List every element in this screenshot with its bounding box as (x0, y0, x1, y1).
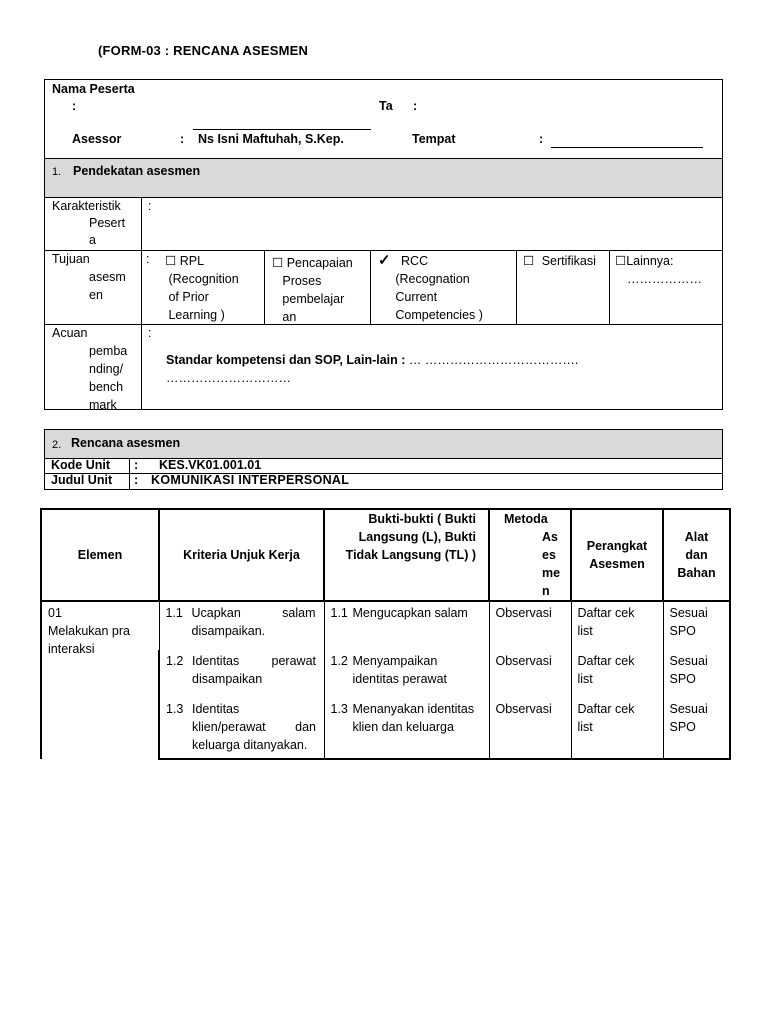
judul-unit-value: KOMUNIKASI INTERPERSONAL (151, 473, 350, 487)
section1-number: 1. (52, 166, 62, 178)
header-metoda-asesmen (489, 509, 571, 601)
ta-colon: : (413, 99, 418, 113)
kuk-cell (159, 601, 324, 650)
option-lainnya-dots: ……………… (627, 272, 702, 286)
option-rpl-label: RPL (Recognition of Prior Learning ) (165, 254, 239, 322)
judul-unit-label: Judul Unit (51, 473, 113, 487)
perangkat-cell: Daftar cek list (571, 698, 663, 759)
metoda-cell: Observasi (489, 601, 571, 650)
header-metoda: Metoda (504, 512, 548, 526)
kuk-text: Identitas perawat disampaikan (192, 654, 316, 686)
checkmark-icon[interactable]: ✓ (378, 252, 391, 269)
header-asesmen: Asesmen (542, 530, 561, 598)
assessment-approach-box (44, 79, 723, 410)
bukti-number: 1.1 (330, 606, 348, 620)
option-pencapaian[interactable] (272, 254, 368, 326)
alat-cell: Sesuai SPO (663, 601, 730, 650)
header-alat-dan-bahan: Alat dan Bahan (663, 509, 730, 601)
bukti-number: 1.3 (330, 702, 348, 716)
option-lainnya[interactable] (615, 252, 720, 288)
option-sertifikasi-label: Sertifikasi (541, 254, 596, 268)
asessor-value: Ns Isni Maftuhah, S.Kep. (198, 132, 344, 146)
nama-peserta-colon: : (72, 99, 77, 113)
bukti-cell (324, 650, 489, 698)
asessor-colon: : (180, 132, 185, 146)
table-row (41, 601, 730, 650)
acuan-standar-text: Standar kompetensi dan SOP, Lain-lain : (166, 353, 406, 367)
tempat-label: Tempat (412, 132, 456, 146)
kuk-text: Ucapkan salam disampaikan. (191, 606, 316, 638)
bukti-cell (324, 601, 489, 650)
assessment-table (40, 508, 731, 760)
nama-peserta-label: Nama Peserta (52, 82, 135, 96)
alat-cell: Sesuai SPO (663, 650, 730, 698)
section2-number: 2. (52, 439, 62, 451)
section2-title: Rencana asesmen (71, 436, 181, 450)
acuan-label: Acuan pemba nding/ bench mark (52, 326, 128, 412)
bukti-cell (324, 698, 489, 759)
bukti-text: Menyampaikan identitas perawat (352, 654, 448, 686)
acuan-colon: : (148, 326, 152, 340)
acuan-value (166, 351, 721, 387)
checkbox-empty-icon[interactable]: ☐ (615, 254, 627, 268)
kuk-number: 1.3 (166, 702, 184, 716)
karakteristik-colon: : (148, 199, 152, 213)
element-number: 01 (48, 606, 62, 620)
asessor-label: Asessor (72, 132, 122, 146)
option-pencapaian-label: Pencapaian Proses pembelajar an (272, 256, 353, 324)
metoda-cell: Observasi (489, 650, 571, 698)
bukti-number: 1.2 (330, 654, 348, 668)
checkbox-empty-icon[interactable]: ☐ (523, 254, 535, 268)
bukti-text: Mengucapkan salam (352, 606, 468, 620)
kuk-cell (159, 650, 324, 698)
kode-unit-value: KES.VK01.001.01 (159, 458, 262, 472)
element-text: Melakukan pra interaksi (48, 624, 130, 656)
ta-label: Ta (379, 99, 393, 113)
judul-unit-colon: : (134, 473, 139, 487)
tujuan-colon: : (146, 252, 150, 266)
acuan-dots-1: … ………………………………. (408, 353, 579, 367)
option-lainnya-label: Lainnya: (626, 254, 674, 268)
header-elemen: Elemen (41, 509, 159, 601)
kuk-number: 1.1 (165, 606, 183, 620)
option-rpl[interactable] (165, 252, 261, 324)
option-rcc-label: RCC (Recognation Current Competencies ) (378, 254, 483, 322)
header-perangkat-asesmen: Perangkat Asesmen (571, 509, 663, 601)
kuk-text: Identitas klien/perawat dan keluarga ditanyakan. (192, 702, 316, 752)
kode-unit-label: Kode Unit (51, 458, 111, 472)
checkbox-empty-icon[interactable]: ☐ (272, 256, 284, 270)
section1-title: Pendekatan asesmen (73, 164, 201, 178)
bukti-text: Menanyakan identitas klien dan keluarga (352, 702, 475, 734)
metoda-cell: Observasi (489, 698, 571, 759)
tujuan-label: Tujuan asesm en (52, 252, 126, 302)
kuk-number: 1.2 (166, 654, 184, 668)
option-rcc[interactable] (378, 252, 514, 324)
assessment-plan-box (44, 429, 723, 490)
kode-unit-colon: : (134, 458, 139, 472)
checkbox-empty-icon[interactable]: ☐ (165, 254, 177, 268)
kuk-cell (159, 698, 324, 759)
option-sertifikasi[interactable] (523, 252, 607, 270)
element-cell (41, 601, 159, 759)
header-kriteria-unjuk-kerja: Kriteria Unjuk Kerja (159, 509, 324, 601)
tempat-colon: : (539, 132, 544, 146)
karakteristik-label: Karakteristik Pesert a (52, 199, 126, 247)
header-bukti-bukti: Bukti-bukti ( Bukti Langsung (L), Bukti Tidak Langsung (TL) ) (324, 509, 489, 601)
form-title: (FORM-03 : RENCANA ASESMEN (98, 43, 309, 58)
perangkat-cell: Daftar cek list (571, 650, 663, 698)
acuan-dots-2: ………………………… (166, 371, 291, 385)
tempat-line (551, 147, 703, 148)
alat-cell: Sesuai SPO (663, 698, 730, 759)
perangkat-cell: Daftar cek list (571, 601, 663, 650)
